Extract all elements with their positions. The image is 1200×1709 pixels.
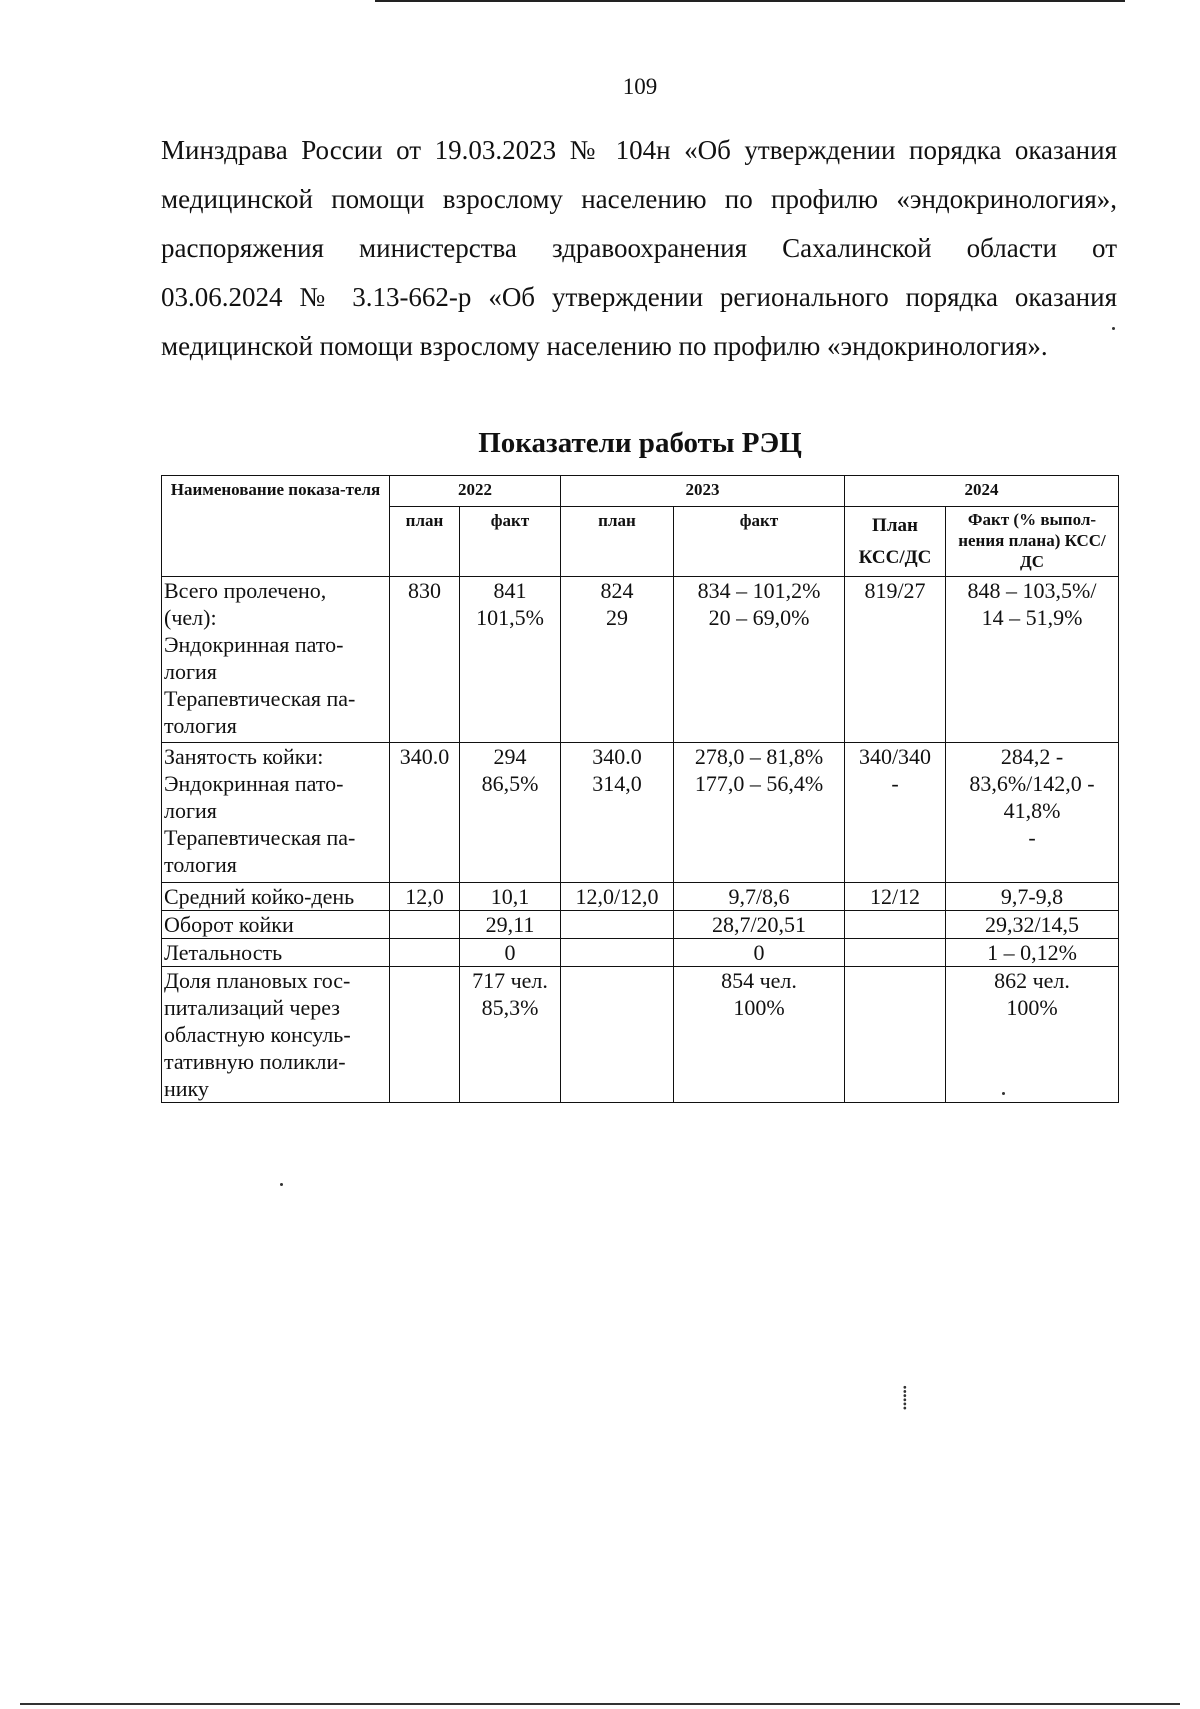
value-cell (460, 883, 561, 911)
value-line: 717 чел. (472, 968, 548, 993)
value-line: 284,2 - (1000, 744, 1064, 769)
indicator-name-line: Доля плановых гос- (164, 968, 351, 993)
value-line: 14 – 51,9% (981, 605, 1083, 630)
header-plan-2023: план (561, 507, 674, 577)
value-line: 340.0 (399, 744, 450, 769)
value-line: 834 – 101,2% (697, 578, 821, 603)
indicator-name-line: тативную поликли- (164, 1049, 346, 1074)
value-cell (561, 883, 674, 911)
value-cell (460, 743, 561, 883)
value-cell (561, 911, 674, 939)
value-cell (460, 939, 561, 967)
value-line: 830 (408, 578, 441, 603)
value-line (393, 967, 456, 994)
value-cell (845, 911, 946, 939)
value-cell (390, 911, 460, 939)
value-line: 85,3% (481, 995, 539, 1020)
indicator-name-cell (162, 939, 390, 967)
indicator-name-cell (162, 967, 390, 1103)
value-cell (845, 939, 946, 967)
value-cell (674, 967, 845, 1103)
value-cell (946, 743, 1119, 883)
value-cell (674, 743, 845, 883)
value-cell (674, 939, 845, 967)
value-cell (390, 967, 460, 1103)
value-line: 854 чел. (721, 968, 797, 993)
header-fact-2022: факт (460, 507, 561, 577)
value-cell (946, 911, 1119, 939)
indicator-name-cell (162, 577, 390, 743)
value-cell (561, 577, 674, 743)
indicator-name-line: (чел): (164, 605, 217, 630)
value-line: 177,0 – 56,4% (694, 771, 824, 796)
value-line: 841 (493, 578, 527, 603)
value-line: 20 – 69,0% (708, 605, 810, 630)
scan-speck (1112, 327, 1115, 330)
value-line: 29,32/14,5 (984, 912, 1080, 937)
value-cell (674, 911, 845, 939)
header-plan-2024: План КСС/ДС (845, 507, 946, 577)
value-line (564, 911, 670, 938)
value-line: 862 чел. (994, 968, 1070, 993)
indicator-name-line: Летальность (164, 940, 283, 965)
indicator-name-line: Средний койко-день (164, 884, 355, 909)
value-line: 824 (600, 578, 634, 603)
header-plan-2022: план (390, 507, 460, 577)
value-line: - (1028, 825, 1036, 850)
value-line (564, 967, 670, 994)
intro-line: медицинской помощи взрослому населению по профилю «эндокринология». (161, 331, 1048, 361)
intro-line: распоряжения министерства здравоохранения Сахалинской области от (161, 233, 1117, 263)
value-line: 848 – 103,5%/ (967, 578, 1097, 603)
indicator-name-line: логия (164, 798, 217, 823)
value-line: 83,6%/142,0 - (969, 771, 1095, 796)
header-year-2024: 2024 (845, 476, 1119, 507)
value-cell (460, 967, 561, 1103)
value-cell (674, 577, 845, 743)
indicators-table (161, 475, 1119, 1103)
indicator-name-cell (162, 883, 390, 911)
value-line: 294 (493, 744, 527, 769)
value-cell (390, 743, 460, 883)
value-line: 1 – 0,12% (987, 940, 1077, 965)
header-year-2023: 2023 (561, 476, 845, 507)
header-fact-2023: факт (674, 507, 845, 577)
value-cell (460, 577, 561, 743)
indicator-name-line: Эндокринная пато- (164, 771, 344, 796)
value-line (564, 939, 670, 966)
value-line: 819/27 (864, 578, 926, 603)
value-line: 340/340 (858, 744, 932, 769)
value-line: 314,0 (592, 771, 642, 796)
indicator-name-line: тология (164, 852, 237, 877)
value-line: 41,8% (1003, 798, 1061, 823)
scan-mark: ⸽ (902, 1385, 908, 1410)
table-row (162, 577, 1119, 743)
indicator-name-line: Эндокринная пато- (164, 632, 344, 657)
value-cell (674, 883, 845, 911)
value-cell (946, 883, 1119, 911)
intro-line: медицинской помощи взрослому населению по профилю «эндокринология», (161, 184, 1117, 214)
value-cell (946, 577, 1119, 743)
value-cell (460, 911, 561, 939)
value-line: 29,11 (485, 912, 535, 937)
value-cell (946, 967, 1119, 1103)
scan-speck (280, 1183, 283, 1186)
value-line: 10,1 (490, 884, 530, 909)
value-cell (561, 743, 674, 883)
table-row (162, 883, 1119, 911)
header-fact-2024: Факт (% выпол-нения плана) КСС/ДС (946, 507, 1119, 577)
value-line: 278,0 – 81,8% (694, 744, 824, 769)
indicator-name-line: тология (164, 713, 237, 738)
table-row (162, 911, 1119, 939)
indicator-name-line: Оборот койки (164, 912, 294, 937)
table-row (162, 939, 1119, 967)
value-line: 12,0 (405, 884, 444, 909)
value-line: 29 (606, 605, 628, 630)
indicator-name-line: Занятость койки: (164, 744, 324, 769)
value-line: 9,7-9,8 (1000, 884, 1064, 909)
value-line: 0 (504, 940, 516, 965)
value-line: 9,7/8,6 (728, 884, 790, 909)
table-row (162, 967, 1119, 1103)
bottom-scan-rule (20, 1703, 1180, 1705)
indicator-name-line: областную консуль- (164, 1022, 351, 1047)
top-scan-rule (375, 0, 1125, 2)
header-year-2022: 2022 (390, 476, 561, 507)
page-number: 109 (622, 74, 658, 99)
value-cell (390, 883, 460, 911)
value-line: - (891, 771, 899, 796)
intro-line: Минздрава России от 19.03.2023 № 104н «Об утверждении порядка оказания (161, 135, 1117, 165)
indicator-name-line: питализаций через (164, 995, 340, 1020)
value-line (393, 911, 456, 938)
intro-paragraph (161, 126, 1117, 371)
intro-line: 03.06.2024 № 3.13-662-р «Об утверждении регионального порядка оказания (161, 282, 1117, 312)
value-cell (561, 967, 674, 1103)
header-indicator-name: Наименование показа-теля (162, 476, 390, 577)
table-body (162, 577, 1119, 1103)
indicator-name-line: Всего пролечено, (164, 578, 327, 603)
indicator-name-line: Терапевтическая па- (164, 825, 356, 850)
value-line: 340.0 (592, 744, 642, 769)
value-line: 28,7/20,51 (711, 912, 807, 937)
value-cell (946, 939, 1119, 967)
value-line (848, 911, 942, 938)
value-line (393, 939, 456, 966)
indicator-name-line: логия (164, 659, 217, 684)
value-line (848, 939, 942, 966)
indicator-name-line: нику (164, 1076, 209, 1101)
value-line: 12,0/12,0 (575, 884, 659, 909)
value-line: 0 (753, 940, 765, 965)
value-line: 101,5% (476, 605, 544, 630)
value-cell (845, 577, 946, 743)
indicator-name-line: Терапевтическая па- (164, 686, 356, 711)
scan-speck (1002, 1092, 1005, 1095)
value-line: 100% (733, 995, 785, 1020)
indicator-name-cell (162, 743, 390, 883)
value-line: 86,5% (481, 771, 539, 796)
value-cell (845, 743, 946, 883)
value-line: 12/12 (869, 884, 921, 909)
value-line: 100% (1006, 995, 1058, 1020)
table-title: Показатели работы РЭЦ (478, 427, 802, 459)
value-cell (845, 967, 946, 1103)
value-cell (845, 883, 946, 911)
value-cell (390, 939, 460, 967)
table-row (162, 743, 1119, 883)
indicator-name-cell (162, 911, 390, 939)
value-cell (561, 939, 674, 967)
value-line (848, 967, 942, 994)
value-cell (390, 577, 460, 743)
